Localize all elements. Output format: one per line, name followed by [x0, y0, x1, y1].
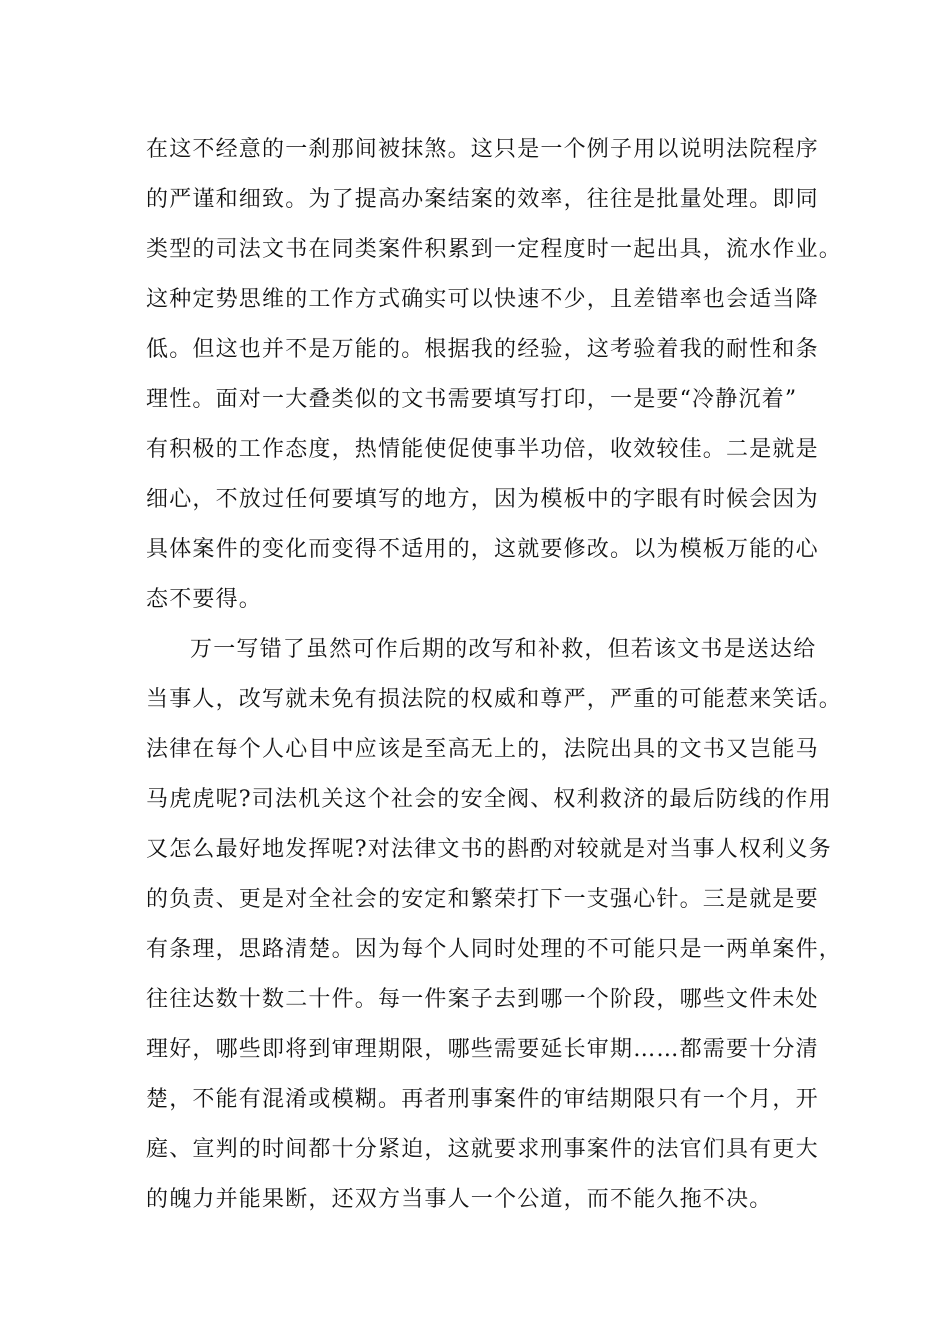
text-line: 类型的司法文书在同类案件积累到一定程度时一起出具，流水作业。: [146, 237, 843, 262]
text-line: 这种定势思维的工作方式确实可以快速不少，且差错率也会适当降: [146, 287, 819, 312]
text-line: 万一写错了虽然可作后期的改写和补救，但若该文书是送达给: [190, 637, 817, 662]
text-line: 往往达数十数二十件。每一件案子去到哪一个阶段，哪些文件未处: [146, 987, 819, 1012]
text-line: 在这不经意的一刹那间被抹煞。这只是一个例子用以说明法院程序: [146, 137, 819, 162]
text-line: 庭、宣判的时间都十分紧迫，这就要求刑事案件的法官们具有更大: [146, 1137, 819, 1162]
text-line: 的负责、更是对全社会的安定和繁荣打下一支强心针。三是就是要: [146, 887, 819, 912]
text-line: 的严谨和细致。为了提高办案结案的效率，往往是批量处理。即同: [146, 187, 819, 212]
text-line: 理性。面对一大叠类似的文书需要填写打印，一是要“冷静沉着”: [146, 387, 798, 412]
text-line: 楚，不能有混淆或模糊。再者刑事案件的审结期限只有一个月，开: [146, 1087, 819, 1112]
text-line: 理好，哪些即将到审理期限，哪些需要延长审期……都需要十分清: [146, 1037, 819, 1062]
text-line: 态不要得。: [146, 587, 263, 612]
text-line: 低。但这也并不是万能的。根据我的经验，这考验着我的耐性和条: [146, 337, 819, 362]
text-line: 当事人，改写就未免有损法院的权威和尊严，严重的可能惹来笑话。: [146, 687, 843, 712]
text-line: 的魄力并能果断，还双方当事人一个公道，而不能久拖不决。: [146, 1187, 773, 1212]
text-line: 法律在每个人心目中应该是至高无上的，法院出具的文书又岂能马: [146, 737, 819, 762]
text-line: 细心，不放过任何要填写的地方，因为模板中的字眼有时候会因为: [146, 487, 819, 512]
text-line: 又怎么最好地发挥呢?对法律文书的斟酌对较就是对当事人权利义务: [146, 837, 832, 862]
text-line: 具体案件的变化而变得不适用的，这就要修改。以为模板万能的心: [146, 537, 819, 562]
text-line: 马虎虎呢?司法机关这个社会的安全阀、权利救济的最后防线的作用: [146, 787, 832, 812]
text-line: 有条理，思路清楚。因为每个人同时处理的不可能只是一两单案件，: [146, 937, 843, 962]
text-line: 有积极的工作态度，热情能使促使事半功倍，收效较佳。二是就是: [146, 437, 819, 462]
